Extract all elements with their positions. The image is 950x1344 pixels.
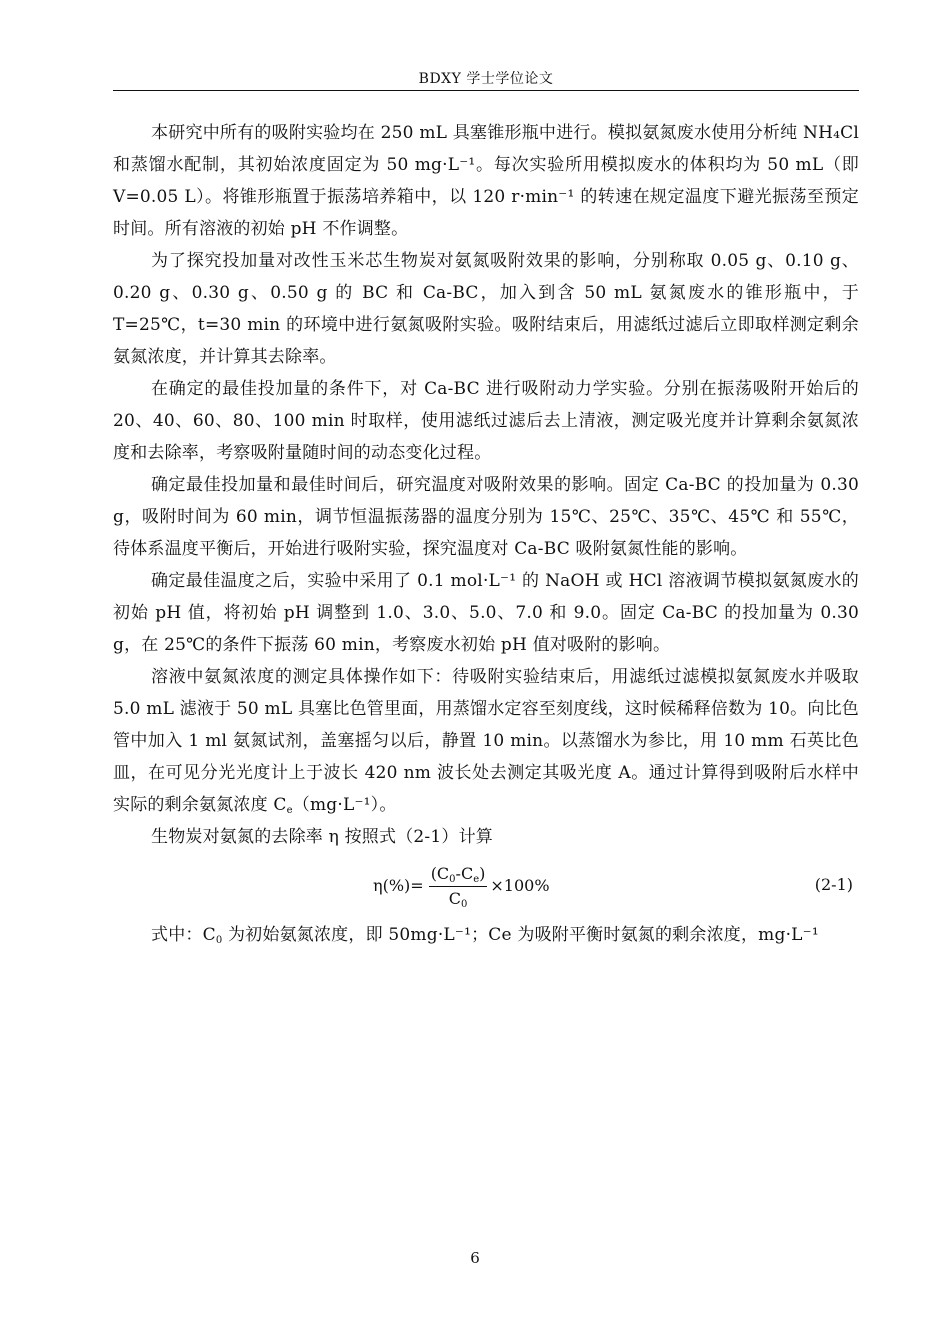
header-rule bbox=[113, 90, 859, 91]
equation-lhs: η(%)= bbox=[373, 876, 424, 895]
paragraph-temperature-experiment: 确定最佳投加量和最佳时间后，研究温度对吸附效果的影响。固定 Ca-BC 的投加量为 0.30 g，吸附时间为 60 min，调节恒温振荡器的温度分别为 15℃、25℃、35℃、45℃ 和 55℃，待体系温度平衡后，开始进行吸附实验，探究温度对 Ca-BC 吸附氨氮性能的影响。 bbox=[113, 475, 859, 559]
document-body bbox=[113, 117, 859, 951]
paragraph-ph-experiment: 确定最佳温度之后，实验中采用了 0.1 mol·L⁻¹ 的 NaOH 或 HCl 溶液调节模拟氨氮废水的初始 pH 值，将初始 pH 调整到 1.0、3.0、5.0、7.0 和 9.0。固定 Ca-BC 的投加量为 0.30 g，在 25℃的条件下振荡 60 min，考察废水初始 pH 值对吸附的影响。 bbox=[113, 571, 859, 655]
paragraph-removal-rate-intro: 生物炭对氨氮的去除率 η 按照式（2-1）计算 bbox=[151, 827, 493, 847]
fraction-denominator: $C_0$ bbox=[448, 888, 468, 910]
fraction-numerator: $(C_0-C_e)$ bbox=[430, 863, 486, 885]
equation-rhs: ×100% bbox=[490, 876, 550, 895]
paragraph-text: 为初始氨氮浓度，即 50mg·L⁻¹；Ce 为吸附平衡时氨氮的剩余浓度，mg·L⁻¹ bbox=[222, 925, 819, 945]
subscript: 0 bbox=[215, 935, 223, 946]
paragraph-kinetics-experiment: 在确定的最佳投加量的条件下，对 Ca-BC 进行吸附动力学实验。分别在振荡吸附开始后的 20、40、60、80、100 min 时取样，使用滤纸过滤后去上清液，测定吸光度并计算剩余氨氮浓度和去除率，考察吸附量随时间的动态变化过程。 bbox=[113, 379, 859, 463]
subscript: e bbox=[286, 805, 293, 816]
equation-expression bbox=[373, 861, 550, 911]
paragraph-text: （mg·L⁻¹）。 bbox=[292, 795, 397, 815]
equation-number: (2-1) bbox=[814, 875, 853, 894]
paragraph-dosage-experiment: 为了探究投加量对改性玉米芯生物炭对氨氮吸附效果的影响，分别称取 0.05 g、0.10 g、0.20 g、0.30 g、0.50 g 的 BC 和 Ca-BC，加入到含 50 mL 氨氮废水的锥形瓶中，于 T=25℃，t=30 min 的环境中进行氨氮吸附实验。吸附结束后，用滤纸过滤后立即取样测定剩余氨氮浓度，并计算其去除率。 bbox=[113, 251, 859, 367]
equation-2-1 bbox=[113, 853, 859, 919]
paragraph-symbol-definitions bbox=[113, 919, 859, 951]
paragraph-ammonia-measurement bbox=[113, 661, 859, 821]
paragraph-text: 溶液中氨氮浓度的测定具体操作如下：待吸附实验结束后，用滤纸过滤模拟氨氮废水并吸取 5.0 mL 滤液于 50 mL 具塞比色管里面，用蒸馏水定容至刻度线，这时候稀释倍数为 10。向比色管中加入 1 ml 氨氮试剂，盖塞摇匀以后，静置 10 min。以蒸馏水为参比，用 10 mm 石英比色皿，在可见分光光度计上于波长 420 nm 波长处去测定其吸光度 A。通过计算得到吸附后水样中实际的剩余氨氮浓度 C bbox=[113, 667, 859, 815]
equation-fraction bbox=[429, 864, 488, 909]
running-header: BDXY 学士学位论文 bbox=[418, 71, 554, 87]
paragraph-experiment-setup: 本研究中所有的吸附实验均在 250 mL 具塞锥形瓶中进行。模拟氨氮废水使用分析纯 NH₄Cl 和蒸馏水配制，其初始浓度固定为 50 mg·L⁻¹。每次实验所用模拟废水的体积均为 50 mL（即 V=0.05 L）。将锥形瓶置于振荡培养箱中，以 120 r·min⁻¹ 的转速在规定温度下避光振荡至预定时间。所有溶液的初始 pH 不作调整。 bbox=[113, 123, 859, 239]
page-number: 6 bbox=[470, 1249, 480, 1267]
paragraph-text: 式中：C bbox=[151, 925, 216, 945]
